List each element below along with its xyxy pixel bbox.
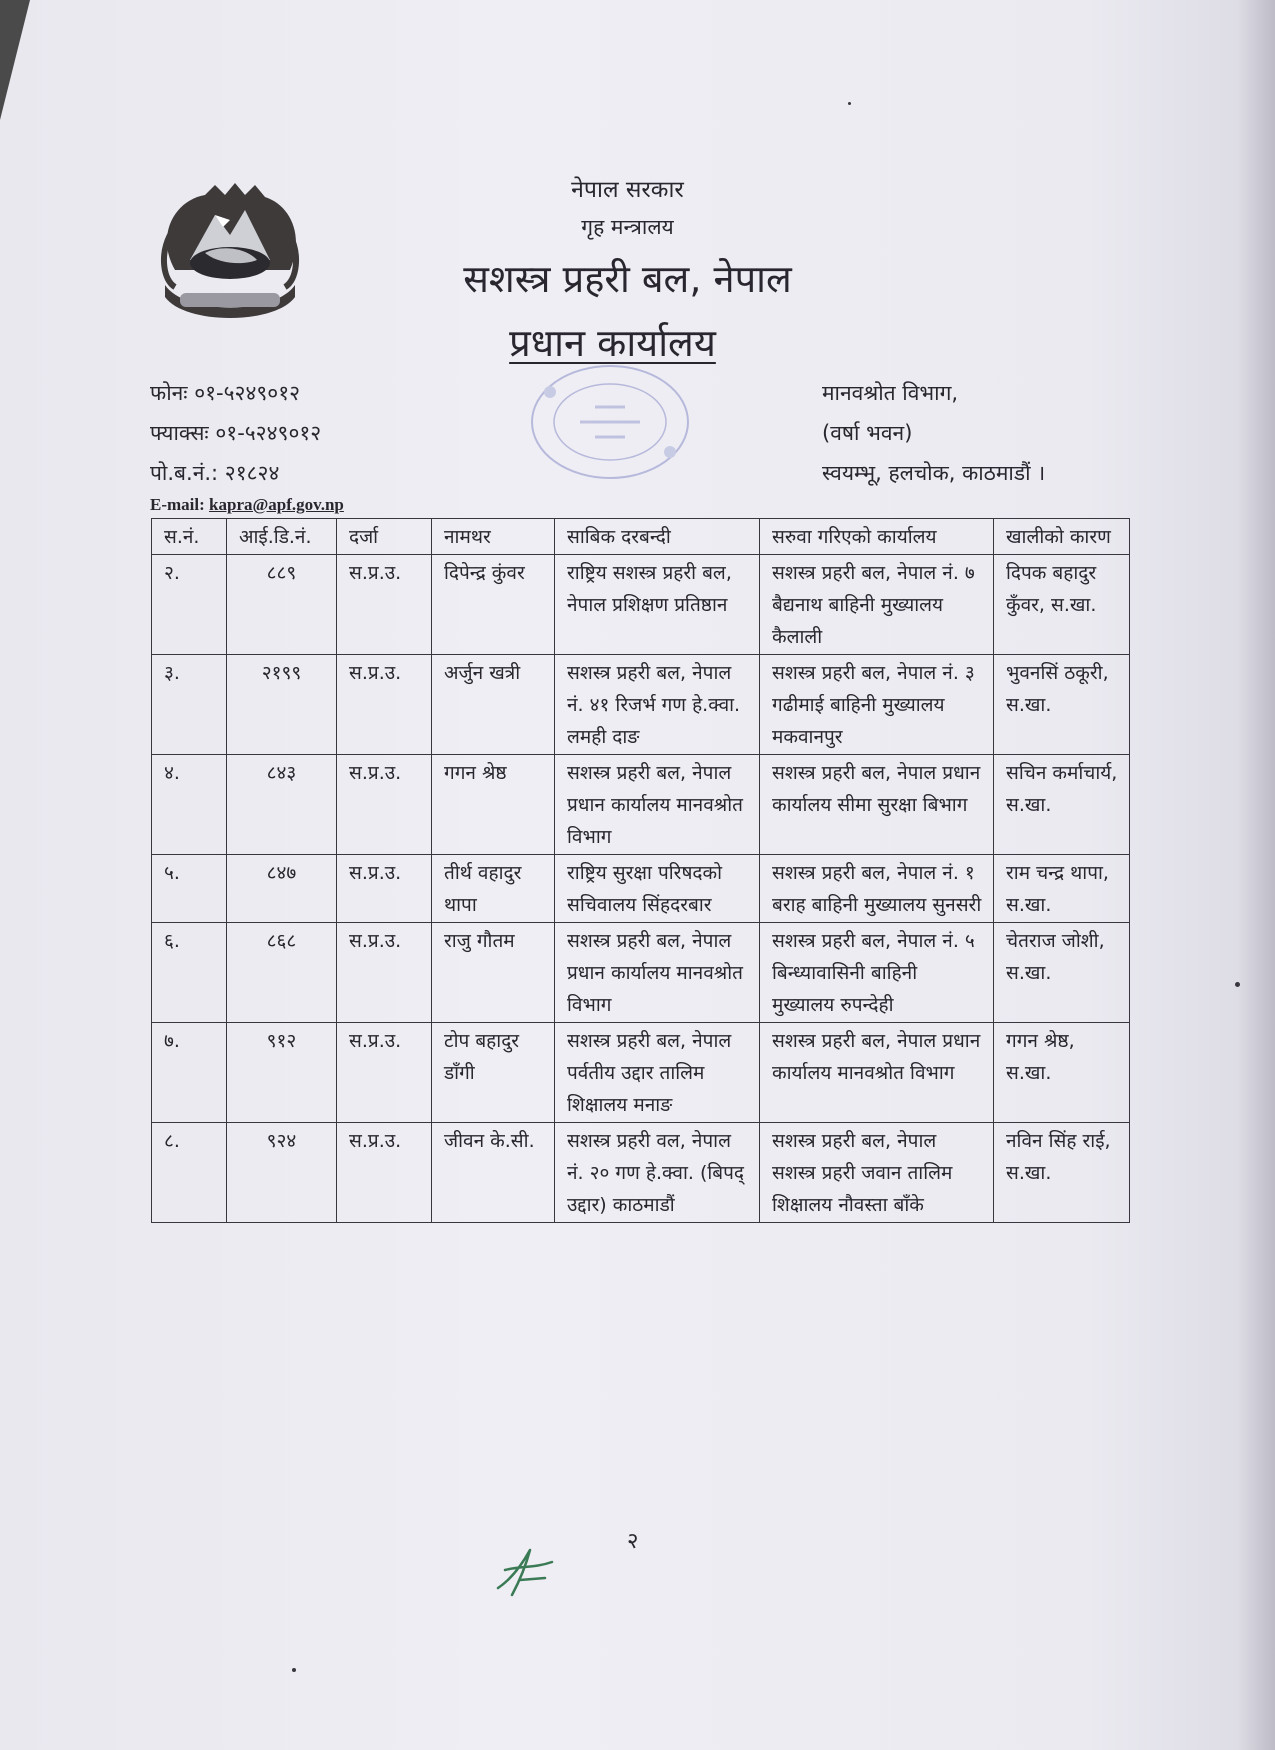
- email-label: E-mail:: [150, 495, 210, 514]
- header-name: नामथर: [432, 519, 555, 555]
- building-name: (वर्षा भवन): [822, 421, 913, 445]
- header-vacancy-reason: खालीको कारण: [994, 519, 1130, 555]
- fax-number: फ्याक्सः ०१-५२४९०१२: [150, 421, 322, 445]
- table-row: [152, 923, 1130, 1023]
- previous-post-cell: राष्ट्रिय सशस्त्र प्रहरी बल, नेपाल प्रशिक्षण प्रतिष्ठान: [555, 555, 760, 655]
- transferred-office-cell: सशस्त्र प्रहरी बल, नेपाल नं. ३ गढीमाई बाहिनी मुख्यालय मकवानपुर: [760, 655, 994, 755]
- vacancy-reason-cell: भुवनसिं ठकूरी, स.खा.: [994, 655, 1130, 755]
- id-cell: ८८९: [227, 555, 337, 655]
- id-cell: ८६८: [227, 923, 337, 1023]
- rank-cell: स.प्र.उ.: [337, 1123, 432, 1223]
- email-link[interactable]: kapra@apf.gov.np: [209, 495, 344, 514]
- table-row: [152, 1023, 1130, 1123]
- previous-post-cell: सशस्त्र प्रहरी वल, नेपाल नं. २० गण हे.क्वा. (बिपद् उद्दार) काठमाडौं: [555, 1123, 760, 1223]
- header-id: आई.डि.नं.: [227, 519, 337, 555]
- po-box: पो.ब.नं.: २१८२४: [150, 461, 280, 485]
- signature-mark: [490, 1540, 560, 1600]
- transferred-office-cell: सशस्त्र प्रहरी बल, नेपाल नं. १ बराह बाहिनी मुख्यालय सुनसरी: [760, 855, 994, 923]
- vacancy-reason-cell: चेतराज जोशी, स.खा.: [994, 923, 1130, 1023]
- table-row: [152, 1123, 1130, 1223]
- rank-cell: स.प्र.उ.: [337, 655, 432, 755]
- previous-post-cell: सशस्त्र प्रहरी बल, नेपाल प्रधान कार्यालय मानवश्रोत विभाग: [555, 923, 760, 1023]
- transferred-office-cell: सशस्त्र प्रहरी बल, नेपाल नं. ७ बैद्यनाथ बाहिनी मुख्यालय कैलाली: [760, 555, 994, 655]
- department-address: [822, 373, 1045, 493]
- scan-speck: [292, 1668, 296, 1672]
- name-cell: टोप बहादुर डाँगी: [432, 1023, 555, 1123]
- serial-cell: ४.: [152, 755, 227, 855]
- previous-post-cell: सशस्त्र प्रहरी बल, नेपाल नं. ४१ रिजर्भ गण हे.क्वा. लमही दाङ: [555, 655, 760, 755]
- vacancy-reason-cell: दिपक बहादुर कुँवर, स.खा.: [994, 555, 1130, 655]
- id-cell: ९१२: [227, 1023, 337, 1123]
- transferred-office-cell: सशस्त्र प्रहरी बल, नेपाल प्रधान कार्यालय सीमा सुरक्षा बिभाग: [760, 755, 994, 855]
- scan-speck: [848, 102, 851, 105]
- vacancy-reason-cell: सचिन कर्माचार्य, स.खा.: [994, 755, 1130, 855]
- contact-block: [150, 373, 321, 493]
- government-title: नेपाल सरकार: [571, 177, 684, 203]
- serial-cell: ३.: [152, 655, 227, 755]
- transfer-table: [151, 518, 1130, 1223]
- rank-cell: स.प्र.उ.: [337, 855, 432, 923]
- serial-cell: ८.: [152, 1123, 227, 1223]
- scan-speck: [1235, 982, 1240, 987]
- name-cell: जीवन के.सी.: [432, 1123, 555, 1223]
- id-cell: २१९९: [227, 655, 337, 755]
- table-row: [152, 655, 1130, 755]
- phone-number: फोनः ०१-५२४९०१२: [150, 381, 301, 405]
- office-seal-stamp: [510, 352, 710, 492]
- previous-post-cell: राष्ट्रिय सुरक्षा परिषदको सचिवालय सिंहदरबार: [555, 855, 760, 923]
- vacancy-reason-cell: गगन श्रेष्ठ, स.खा.: [994, 1023, 1130, 1123]
- id-cell: ९२४: [227, 1123, 337, 1223]
- id-cell: ८४३: [227, 755, 337, 855]
- table-row: [152, 555, 1130, 655]
- header-rank: दर्जा: [337, 519, 432, 555]
- serial-cell: ६.: [152, 923, 227, 1023]
- table-header-row: [152, 519, 1130, 555]
- table-row: [152, 755, 1130, 855]
- transferred-office-cell: सशस्त्र प्रहरी बल, नेपाल प्रधान कार्यालय मानवश्रोत विभाग: [760, 1023, 994, 1123]
- vacancy-reason-cell: राम चन्द्र थापा, स.खा.: [994, 855, 1130, 923]
- force-title: सशस्त्र प्रहरी बल, नेपाल: [463, 257, 792, 301]
- name-cell: तीर्थ वहादुर थापा: [432, 855, 555, 923]
- header-previous-post: साबिक दरबन्दी: [555, 519, 760, 555]
- vacancy-reason-cell: नविन सिंह राई, स.खा.: [994, 1123, 1130, 1223]
- department-location: स्वयम्भू, हलचोक, काठमाडौं ।: [822, 461, 1046, 485]
- id-cell: ८४७: [227, 855, 337, 923]
- header-serial: स.नं.: [152, 519, 227, 555]
- serial-cell: ७.: [152, 1023, 227, 1123]
- office-title: प्रधान कार्यालय: [509, 321, 716, 365]
- rank-cell: स.प्र.उ.: [337, 555, 432, 655]
- name-cell: अर्जुन खत्री: [432, 655, 555, 755]
- scan-corner-shadow: [0, 0, 30, 120]
- department-name: मानवश्रोत विभाग,: [822, 381, 959, 405]
- email-line: [150, 495, 344, 515]
- page-number: २: [627, 1529, 639, 1554]
- rank-cell: स.प्र.उ.: [337, 1023, 432, 1123]
- rank-cell: स.प्र.उ.: [337, 755, 432, 855]
- header-transferred-office: सरुवा गरिएको कार्यालय: [760, 519, 994, 555]
- name-cell: गगन श्रेष्ठ: [432, 755, 555, 855]
- name-cell: दिपेन्द्र कुंवर: [432, 555, 555, 655]
- previous-post-cell: सशस्त्र प्रहरी बल, नेपाल पर्वतीय उद्दार तालिम शिक्षालय मनाङ: [555, 1023, 760, 1123]
- serial-cell: २.: [152, 555, 227, 655]
- transferred-office-cell: सशस्त्र प्रहरी बल, नेपाल सशस्त्र प्रहरी जवान तालिम शिक्षालय नौवस्ता बाँके: [760, 1123, 994, 1223]
- name-cell: राजु गौतम: [432, 923, 555, 1023]
- table-row: [152, 855, 1130, 923]
- transferred-office-cell: सशस्त्र प्रहरी बल, नेपाल नं. ५ बिन्ध्यावासिनी बाहिनी मुख्यालय रुपन्देही: [760, 923, 994, 1023]
- ministry-title: गृह मन्त्रालय: [581, 215, 674, 239]
- serial-cell: ५.: [152, 855, 227, 923]
- previous-post-cell: सशस्त्र प्रहरी बल, नेपाल प्रधान कार्यालय मानवश्रोत विभाग: [555, 755, 760, 855]
- rank-cell: स.प्र.उ.: [337, 923, 432, 1023]
